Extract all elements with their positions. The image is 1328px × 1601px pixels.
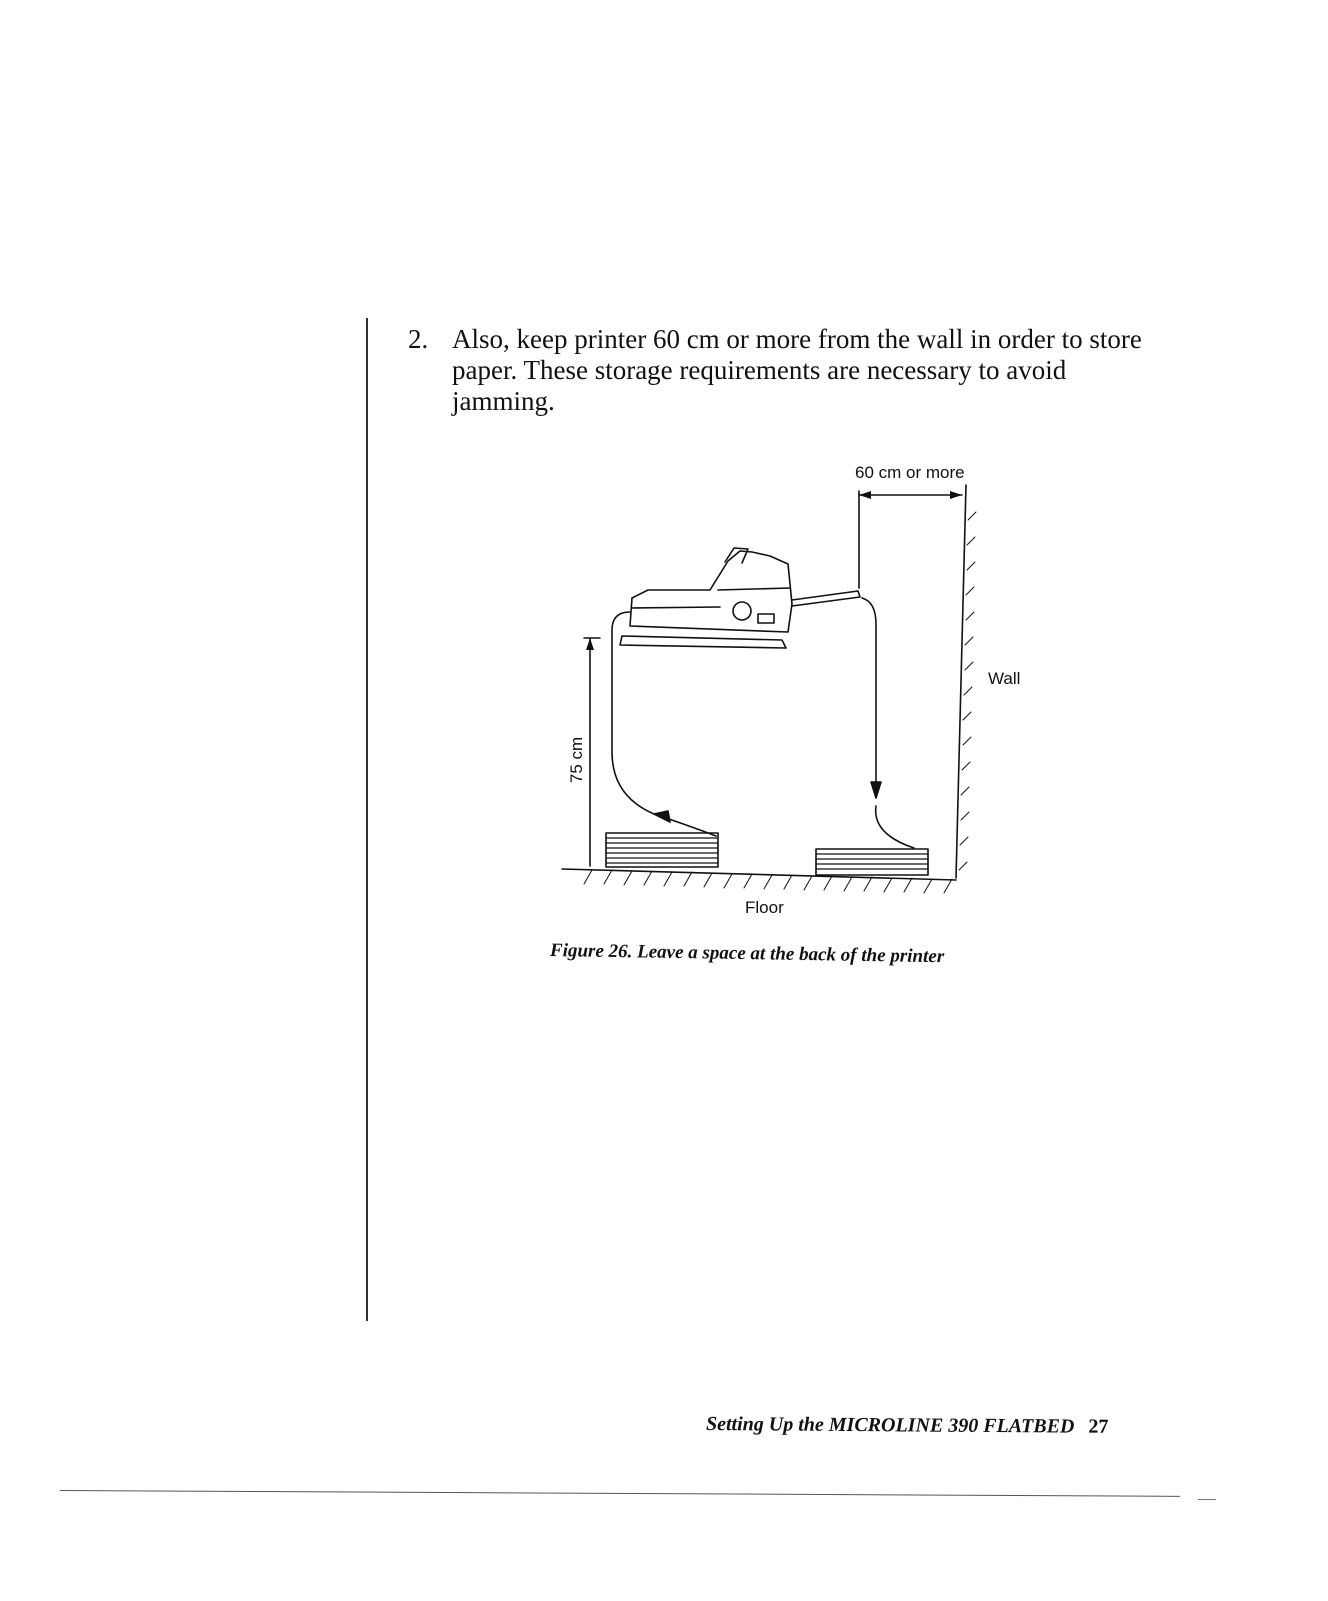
caption-number: Figure 26. xyxy=(549,940,633,963)
paper-stack-left xyxy=(606,833,718,867)
bottom-rule-tail xyxy=(1198,1499,1216,1500)
paper-stack-right xyxy=(816,849,928,875)
floor xyxy=(562,869,956,893)
distance-label: 60 cm or more xyxy=(855,463,965,482)
caption-text: Leave a space at the back of the printer xyxy=(636,941,945,968)
height-label: 75 cm xyxy=(567,736,586,784)
step-text: Also, keep printer 60 cm or more from the wall in order to store paper. These storage requirements are necessary to avoid jamming. xyxy=(452,324,1142,416)
page-footer xyxy=(706,1413,1109,1439)
step-number: 2. xyxy=(408,324,429,354)
distance-dimension xyxy=(859,491,962,588)
footer-title: Setting Up the MICROLINE 390 FLATBED xyxy=(705,1413,1075,1438)
height-dimension xyxy=(584,638,600,866)
floor-label: Floor xyxy=(745,898,784,917)
paper-path-right xyxy=(862,598,914,848)
wall-label: Wall xyxy=(988,669,1021,688)
page-number: 27 xyxy=(1088,1415,1109,1438)
printer-icon xyxy=(620,548,860,648)
wall xyxy=(956,485,976,878)
